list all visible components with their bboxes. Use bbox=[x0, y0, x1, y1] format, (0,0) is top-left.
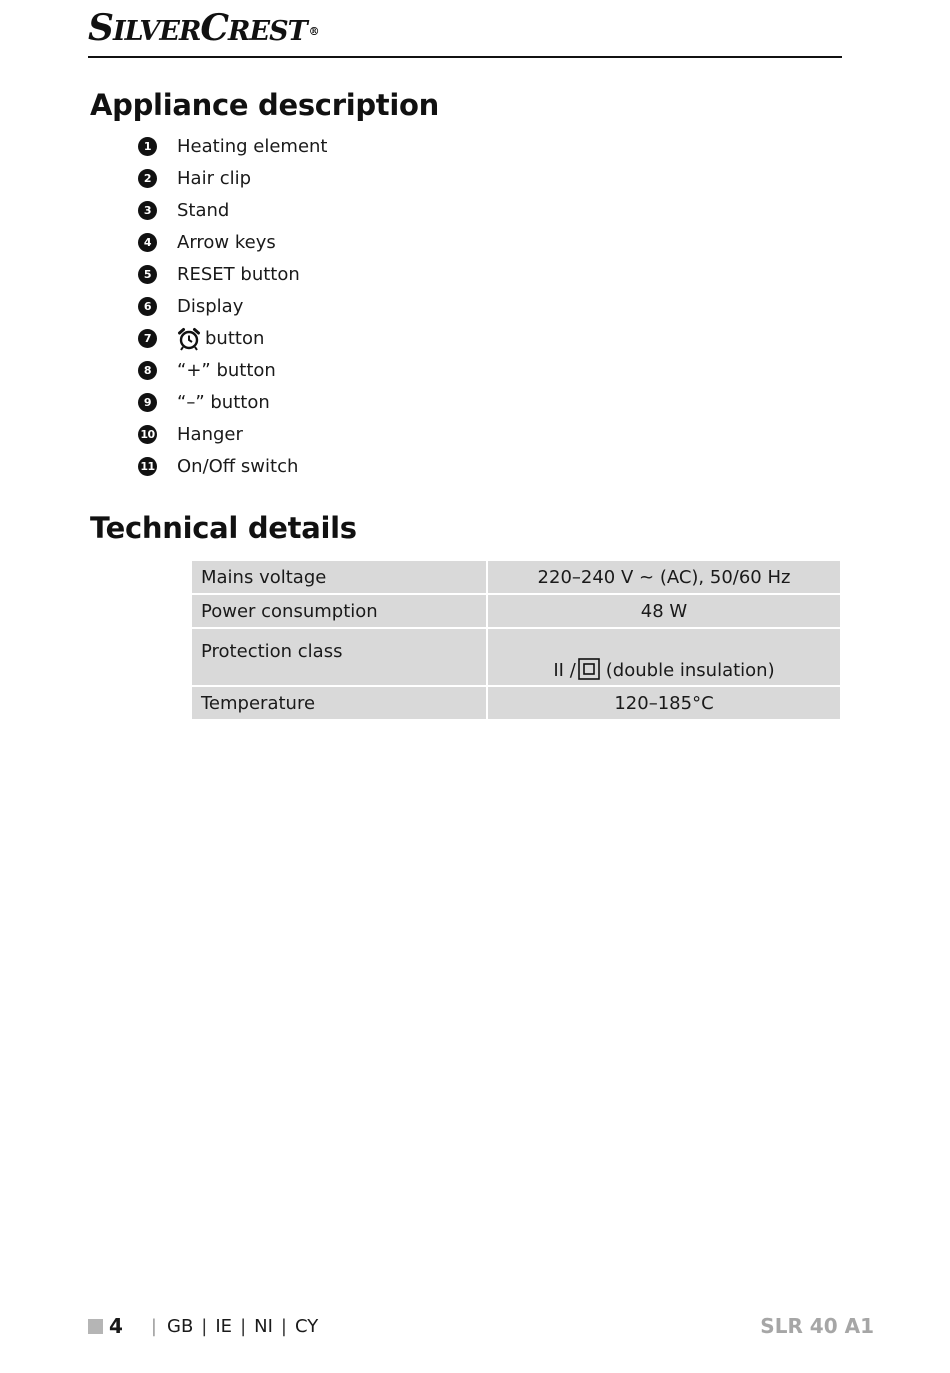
item-label: Hanger bbox=[177, 424, 243, 446]
spec-label: Power consumption bbox=[192, 595, 486, 627]
region-divider: | bbox=[280, 1315, 287, 1337]
item-number-badge: 6 bbox=[138, 297, 157, 316]
header-rule bbox=[88, 56, 842, 58]
logo-letters-ilver: ILVER bbox=[113, 16, 201, 47]
technical-details-table bbox=[190, 559, 842, 721]
item-number-badge: 8 bbox=[138, 361, 157, 380]
item-label: Arrow keys bbox=[177, 231, 276, 253]
registered-mark: ® bbox=[308, 25, 319, 38]
list-item bbox=[138, 162, 327, 194]
item-label: Heating element bbox=[177, 135, 328, 157]
region-divider: | bbox=[240, 1315, 247, 1337]
item-label: RESET button bbox=[177, 263, 300, 285]
table-row bbox=[192, 629, 840, 685]
list-item bbox=[138, 323, 327, 355]
item-number-badge: 2 bbox=[138, 169, 157, 188]
spec-label: Temperature bbox=[192, 687, 486, 719]
spec-value: (double insulation) bbox=[605, 660, 775, 681]
footer-divider: | bbox=[150, 1315, 157, 1337]
spec-value: 120–185°C bbox=[488, 687, 840, 719]
list-item bbox=[138, 419, 327, 451]
protection-class-prefix: II / bbox=[553, 660, 576, 681]
logo-letters-rest: REST bbox=[228, 16, 307, 47]
list-item bbox=[138, 194, 327, 226]
list-item bbox=[138, 258, 327, 290]
region-code: CY bbox=[295, 1315, 319, 1337]
item-label: button bbox=[205, 328, 265, 350]
item-number-badge: 11 bbox=[138, 457, 157, 476]
technical-details-heading: Technical details bbox=[90, 511, 357, 545]
region-code: NI bbox=[254, 1315, 273, 1337]
list-item bbox=[138, 355, 327, 387]
item-label: Hair clip bbox=[177, 167, 252, 189]
double-insulation-icon bbox=[578, 658, 600, 680]
item-label: Stand bbox=[177, 199, 230, 221]
page-number: 4 bbox=[109, 1314, 123, 1338]
list-item bbox=[138, 130, 327, 162]
item-number-badge: 1 bbox=[138, 137, 157, 156]
silvercrest-logo bbox=[88, 8, 319, 52]
item-number-badge: 4 bbox=[138, 233, 157, 252]
table-row bbox=[192, 561, 840, 593]
item-label: “–” button bbox=[177, 392, 270, 414]
table-row bbox=[192, 687, 840, 719]
item-number-badge: 5 bbox=[138, 265, 157, 284]
list-item bbox=[138, 451, 327, 483]
page-footer bbox=[88, 1313, 318, 1339]
alarm-clock-icon bbox=[177, 327, 201, 351]
spec-value: 48 W bbox=[488, 595, 840, 627]
item-number-badge: 10 bbox=[138, 425, 157, 444]
item-label: “+” button bbox=[177, 360, 276, 382]
table-row bbox=[192, 595, 840, 627]
list-item bbox=[138, 226, 327, 258]
list-item bbox=[138, 387, 327, 419]
spec-value-cell bbox=[488, 629, 840, 685]
spec-label: Protection class bbox=[192, 629, 486, 685]
spec-value: 220–240 V ~ (AC), 50/60 Hz bbox=[488, 561, 840, 593]
item-number-badge: 3 bbox=[138, 201, 157, 220]
item-label: On/Off switch bbox=[177, 456, 299, 478]
region-divider: | bbox=[201, 1315, 208, 1337]
logo-letter-s: S bbox=[88, 7, 113, 49]
item-number-badge: 9 bbox=[138, 393, 157, 412]
spec-label: Mains voltage bbox=[192, 561, 486, 593]
list-item bbox=[138, 290, 327, 322]
parts-list bbox=[138, 130, 327, 483]
item-number-badge: 7 bbox=[138, 329, 157, 348]
logo-letter-c: C bbox=[200, 7, 229, 49]
appliance-description-heading: Appliance description bbox=[90, 88, 439, 122]
page-marker-square bbox=[88, 1319, 103, 1334]
model-number: SLR 40 A1 bbox=[760, 1314, 874, 1338]
region-code: GB bbox=[167, 1315, 194, 1337]
region-code: IE bbox=[215, 1315, 233, 1337]
item-label: Display bbox=[177, 296, 244, 318]
